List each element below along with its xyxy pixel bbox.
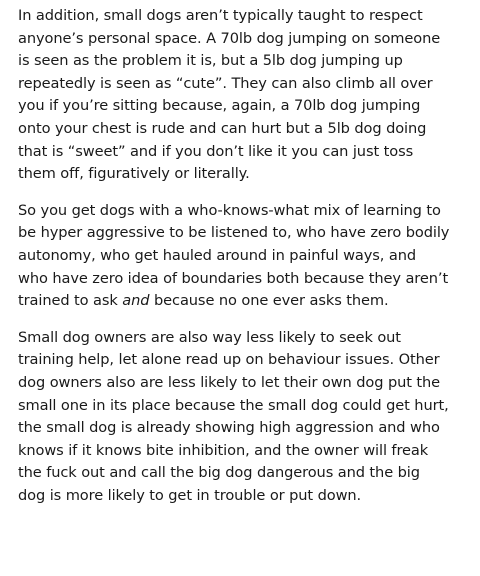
text-line: training help, let alone read up on behaviour issues. Other bbox=[18, 351, 440, 369]
text-line: dog owners also are less likely to let their own dog put the bbox=[18, 373, 441, 391]
text-line bbox=[18, 290, 470, 313]
text-run: trained to ask bbox=[18, 292, 123, 310]
text-line: onto your chest is rude and can hurt but a 5lb dog doing bbox=[18, 119, 427, 137]
paragraph bbox=[18, 200, 470, 313]
text-line: that is “sweet” and if you don’t like it you can just toss bbox=[18, 142, 414, 160]
text-line: knows if it knows bite inhibition, and the owner will freak bbox=[18, 441, 429, 459]
text-line: who have zero idea of boundaries both because they aren’t bbox=[18, 269, 449, 287]
emphasized-word: and bbox=[122, 292, 150, 310]
text-line: autonomy, who get hauled around in painful ways, and bbox=[18, 246, 417, 264]
paragraph bbox=[18, 5, 470, 186]
paragraph bbox=[18, 327, 470, 508]
text-line: you if you’re sitting because, again, a 70lb dog jumping bbox=[18, 97, 421, 115]
text-run: because no one ever asks them. bbox=[149, 292, 389, 310]
text-line: repeatedly is seen as “cute”. They can also climb all over bbox=[18, 74, 433, 92]
text-line: So you get dogs with a who-knows-what mix of learning to bbox=[18, 201, 441, 219]
text-line: be hyper aggressive to be listened to, who have zero bodily bbox=[18, 224, 450, 242]
text-line: small one in its place because the small dog could get hurt, bbox=[18, 396, 449, 414]
text-line: is seen as the problem it is, but a 5lb dog jumping up bbox=[18, 52, 403, 70]
text-line: anyone’s personal space. A 70lb dog jumping on someone bbox=[18, 29, 441, 47]
text-line: dog is more likely to get in trouble or put down. bbox=[18, 486, 362, 504]
text-line: Small dog owners are also way less likely to seek out bbox=[18, 328, 401, 346]
text-line: the small dog is already showing high aggression and who bbox=[18, 419, 440, 437]
text-line: In addition, small dogs aren’t typically taught to respect bbox=[18, 7, 423, 24]
text-line: the fuck out and call the big dog dangerous and the big bbox=[18, 464, 420, 482]
text-line: them off, figuratively or literally. bbox=[18, 165, 250, 183]
